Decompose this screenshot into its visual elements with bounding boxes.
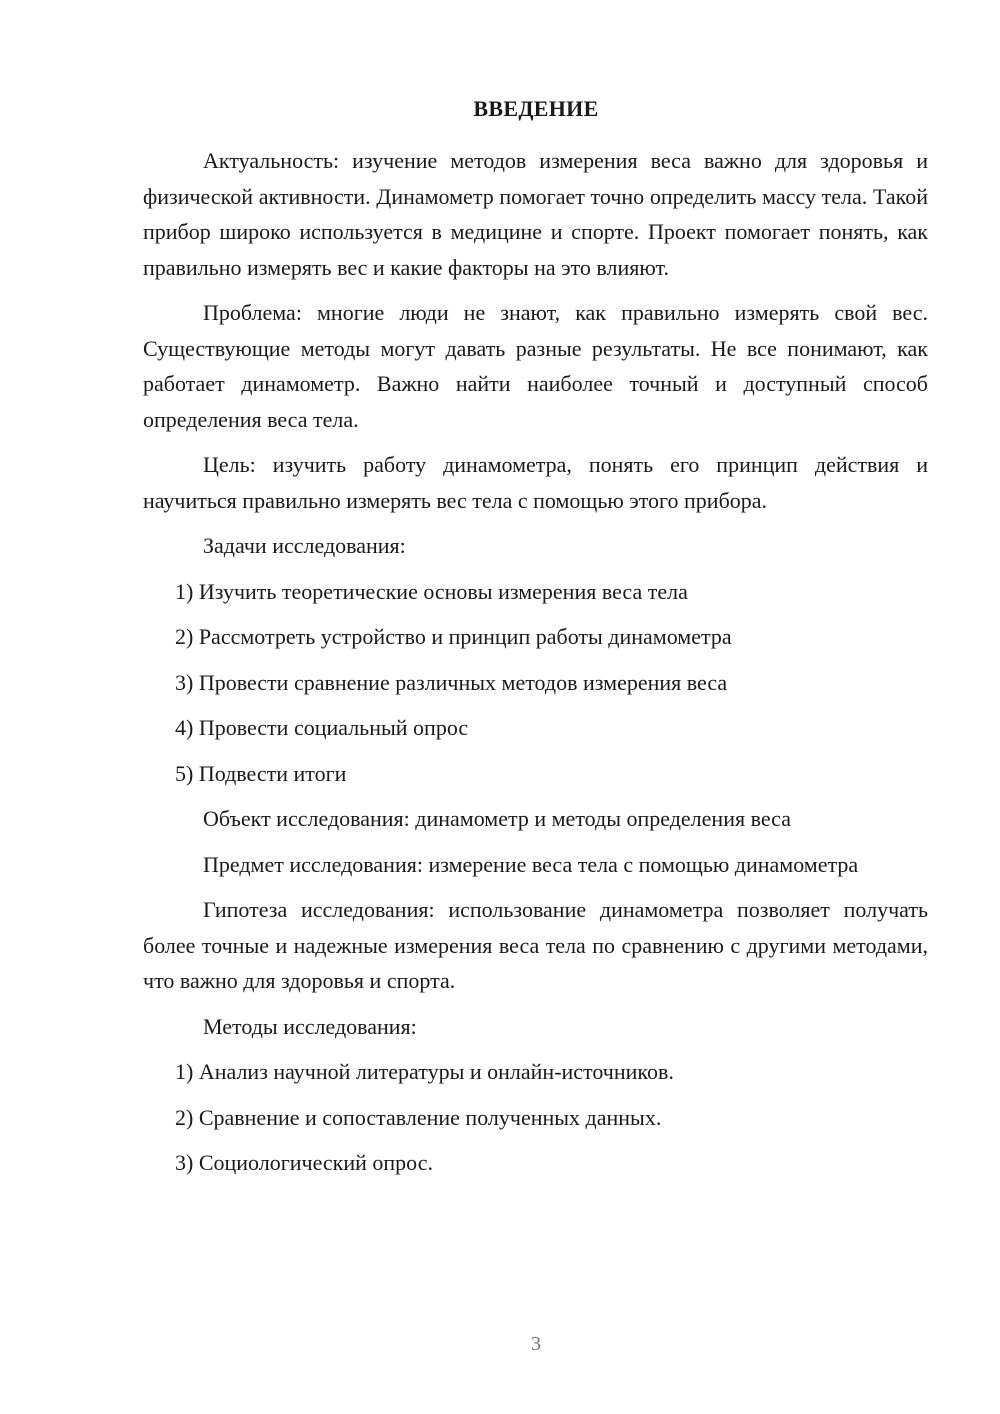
methods-list (143, 1054, 928, 1181)
subject-paragraph: Предмет исследования: измерение веса тела с помощью динамометра (203, 851, 859, 877)
methods-heading: Методы исследования: (203, 1013, 417, 1039)
object-paragraph: Объект исследования: динамометр и методы определения веса (203, 806, 791, 831)
list-item: 2) Сравнение и сопоставление полученных данных. (175, 1104, 662, 1130)
tasks-list (143, 574, 928, 792)
document-body (143, 143, 928, 1191)
list-item: 3) Провести сравнение различных методов измерения веса (175, 669, 728, 695)
list-item: 3) Социологический опрос. (175, 1150, 433, 1175)
list-item: 4) Провести социальный опрос (175, 715, 469, 740)
goal-paragraph: Цель: изучить работу динамометра, понять его принцип действия и научиться правильно измерять вес тела с помощью этого прибора. (143, 452, 928, 513)
problem-paragraph: Проблема: многие люди не знают, как правильно измерять свой вес. Существующие методы могут давать разные результаты. Не все понимают, как работает динамометр. Важно найти наиболее точный и доступный способ определения веса тела. (143, 300, 928, 432)
page-number: 3 (531, 1333, 541, 1355)
page-title: ВВЕДЕНИЕ (473, 96, 599, 121)
relevance-paragraph: Актуальность: изучение методов измерения веса важно для здоровья и физической активности. Динамометр помогает точно определить массу тела. Такой прибор широко используется в медицине и спорте. Проект помогает понять, как правильно измерять вес и какие факторы на это влияют. (143, 148, 928, 280)
list-item: 2) Рассмотреть устройство и принцип работы динамометра (175, 624, 732, 649)
tasks-heading: Задачи исследования: (203, 533, 406, 558)
list-item: 1) Анализ научной литературы и онлайн-источников. (175, 1059, 674, 1084)
list-item: 5) Подвести итоги (175, 760, 347, 786)
list-item: 1) Изучить теоретические основы измерения веса тела (175, 578, 688, 604)
hypothesis-paragraph: Гипотеза исследования: использование динамометра позволяет получать более точные и надежные измерения веса тела по сравнению с другими методами, что важно для здоровья и спорта. (143, 897, 928, 993)
